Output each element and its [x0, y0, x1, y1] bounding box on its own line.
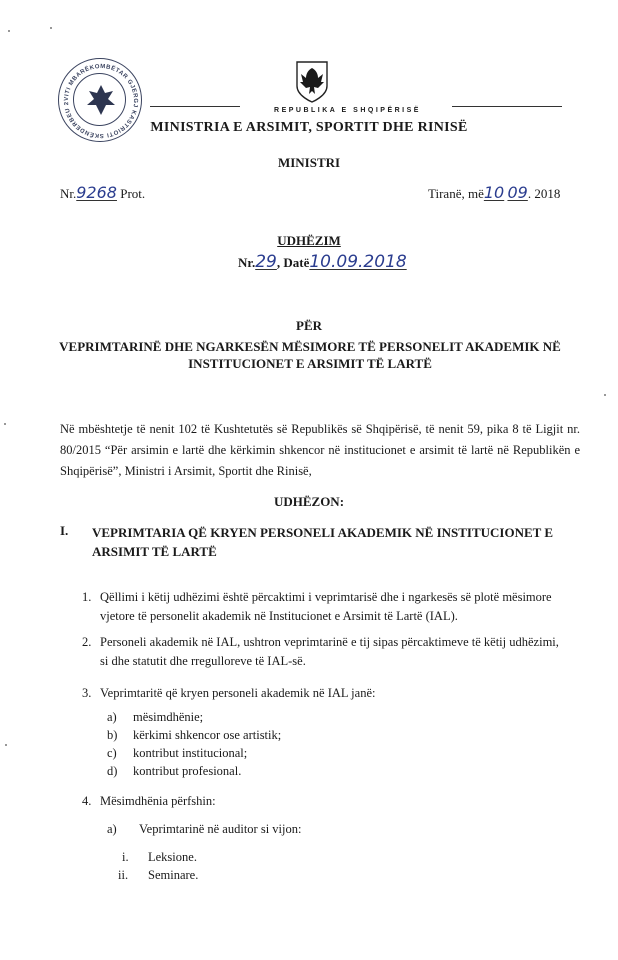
protocol-number-handwritten: 9268: [76, 183, 117, 202]
legal-basis-paragraph: Në mbështetje të nenit 102 të Kushtetutës së Republikës së Shqipërisë, të nenit 59, pika 8 të Ligjit nr. 80/2015 “Për arsimin e lartë dhe kërkimin shkencor në institucionet e arsimit të lartë në Republikën e Shqipërisë”, Ministri i Arsimit, Sportit dhe Rinisë,: [60, 422, 580, 478]
scan-speck: [5, 744, 7, 746]
instruction-number-handwritten: 29: [255, 252, 277, 272]
document-date: Tiranë, më10 09. 2018: [428, 183, 561, 202]
header-rule-left: [150, 106, 240, 107]
instruction-date-handwritten: 10.09.2018: [309, 252, 407, 272]
ministry-name: MINISTRIA E ARSIMIT, SPORTIT DHE RINISË: [150, 120, 468, 135]
date-day-handwritten: 10: [483, 183, 505, 202]
scan-speck: [4, 423, 6, 425]
document-title: VEPRIMTARINË DHE NGARKESËN MËSIMORE TË PERSONELIT AKADEMIK NË INSTITUCIONET E ARSIMIT TË LARTË: [59, 339, 561, 371]
udhezon-heading: UDHËZON:: [273, 494, 345, 509]
seal-text: VITI MBARËKOMBËTAR GJERGJ KASTRIOTI SKËNDERBEU 2: [63, 63, 139, 139]
protocol-number: Nr.9268 Prot.: [60, 183, 146, 202]
scan-speck: [8, 30, 10, 32]
minister-heading: MINISTRI: [277, 155, 341, 170]
section-title: VEPRIMTARIA QË KRYEN PERSONELI AKADEMIK NË INSTITUCIONET E ARSIMIT TË LARTË: [92, 525, 554, 559]
scan-speck: [604, 394, 606, 396]
header-rule-right: [452, 106, 562, 107]
section-number: I.: [60, 523, 69, 538]
instruction-heading: UDHËZIM: [277, 233, 341, 248]
albania-coat-of-arms-icon: [294, 60, 330, 104]
document-page: VITI MBARËKOMBËTAR GJERGJ KASTRIOTI SKËNDERBEU 2 REPUBLIKA E SHQIPËRISË MINISTRIA E ARSIMIT, SPORTIT DHE RINISË MINISTRI Nr.9268 Prot. Tiranë, më10 09. 2018 UDHËZIM Nr.29, Datë10.09.2018 PËR VEPRIMTARINË DHE NGARKESËN MËSIMORE TË PERSONELIT AKADEMIK NË INSTITUCIONET E ARSIMIT TË LARTË Në mbështetje të nenit 102 të Kushtetutës së Republikës së Shqipërisë, të nenit 59, pika 8 të Ligjit nr. 80/2015 “Për arsimin e lartë dhe kërkimin shkencor në institucionet e arsimit të lartë në Republikën e Shqipërisë”, Ministri i Arsimit, Sportit dhe Rinisë, UDHËZON: I. VEPRIMTARIA QË KRYEN PERSONELI AKADEMIK NË INSTITUCIONET E ARSIMIT TË LARTË 1. Qëllimi i këtij udhëzimi është përcaktimi i veprimtarisë dhe i ngarkesës së plotë mësimore vjetore të personelit akademik në Institucionet e Arsimit të Lartë (IAL). 2. Personeli akademik në IAL, ushtron veprimtarinë e tij sipas përcaktimeve të këtij udhëzimi, si dhe statutit dhe rregulloreve të IAL-së. 3. Veprimtaritë që kryen personeli akademik në IAL janë: a) mësimdhënie; b) kërkimi shkencor ose artistik; c) kontribut institucional; d) kontribut profesional. 4. Mësimdhënia përfshin: a) Veprimtarinë në auditor si vijon: i. Leksione. ii. Seminare.: [0, 0, 618, 960]
scan-speck: [50, 27, 52, 29]
per-heading: PËR: [296, 318, 322, 333]
instruction-number-line: Nr.29, Datë10.09.2018: [238, 252, 407, 272]
date-month-handwritten: 09: [507, 183, 528, 202]
republic-name: REPUBLIKA E SHQIPËRISË: [274, 107, 421, 114]
